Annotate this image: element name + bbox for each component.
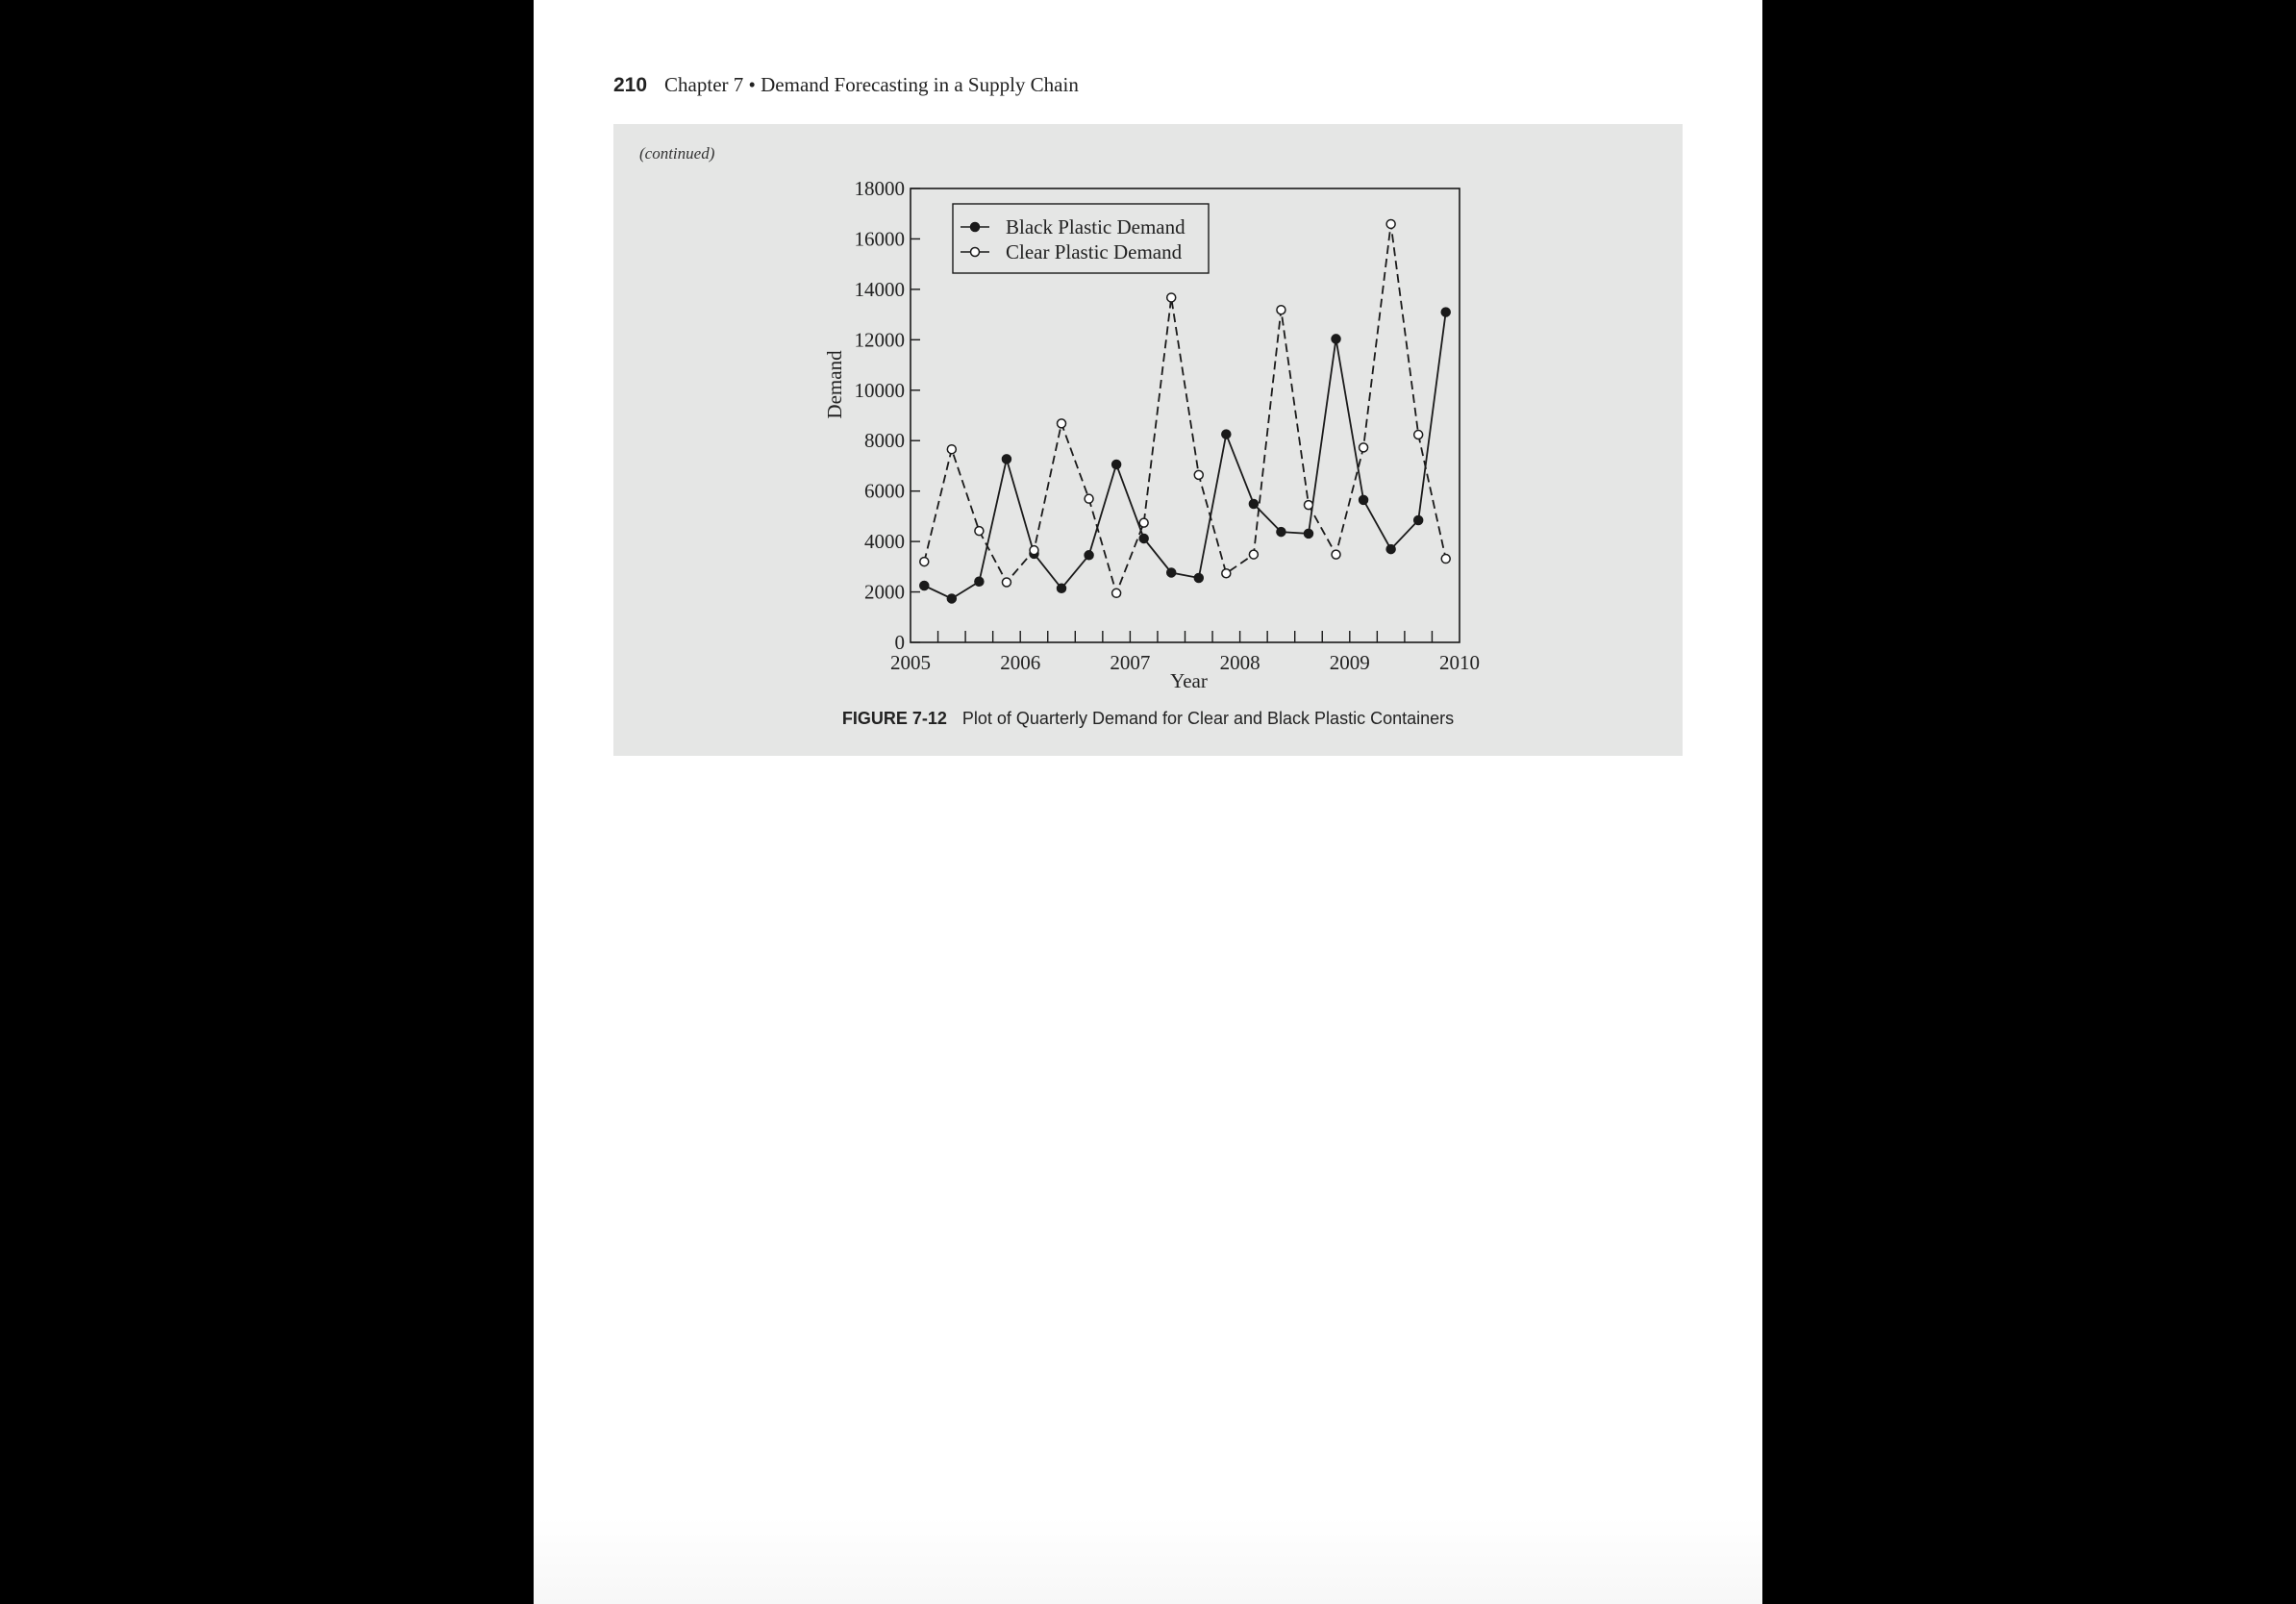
textbook-page — [534, 0, 1762, 1604]
y-tick-label: 4000 — [864, 530, 905, 554]
legend-label: Black Plastic Demand — [1006, 215, 1185, 238]
x-tick-label: 2008 — [1219, 651, 1260, 674]
black-plastic-point — [1139, 534, 1148, 542]
clear-plastic-point — [1139, 518, 1148, 527]
black-plastic-point — [1304, 529, 1312, 538]
clear-plastic-point — [1058, 419, 1066, 428]
black-plastic-point — [1360, 495, 1368, 504]
clear-plastic-point — [1360, 443, 1368, 452]
black-plastic-point — [1167, 568, 1176, 577]
black-plastic-point — [1058, 584, 1066, 592]
clear-plastic-point — [1304, 501, 1312, 510]
continued-label: (continued) — [639, 144, 715, 163]
black-plastic-point — [1386, 545, 1395, 554]
black-plastic-point — [947, 594, 956, 603]
y-tick-label: 10000 — [854, 378, 905, 402]
y-tick-label: 18000 — [854, 177, 905, 200]
clear-plastic-point — [920, 558, 929, 566]
clear-plastic-line — [924, 224, 1445, 593]
clear-plastic-point — [1030, 546, 1038, 555]
black-plastic-point — [1112, 460, 1121, 468]
clear-plastic-point — [1277, 306, 1285, 314]
black-plastic-point — [1222, 430, 1231, 439]
y-axis-title: Demand — [823, 350, 846, 419]
y-tick-label: 6000 — [864, 479, 905, 503]
figure-number: FIGURE 7-12 — [841, 709, 947, 728]
black-plastic-point — [1194, 573, 1203, 582]
clear-plastic-point — [1249, 550, 1258, 559]
black-plastic-point — [1277, 528, 1285, 537]
legend-label: Clear Plastic Demand — [1006, 240, 1183, 263]
demand-line-chart — [613, 124, 1683, 701]
black-plastic-point — [1002, 455, 1011, 464]
page-number: 210 — [613, 74, 648, 96]
legend-marker — [971, 248, 980, 257]
black-plastic-point — [1249, 500, 1258, 509]
page-header — [613, 73, 1079, 97]
x-tick-label: 2007 — [1110, 651, 1151, 674]
x-tick-label: 2006 — [1000, 651, 1041, 674]
black-plastic-point — [920, 582, 929, 590]
black-plastic-point — [1332, 335, 1340, 343]
black-plastic-line — [924, 313, 1445, 599]
clear-plastic-point — [1414, 431, 1423, 439]
plot-frame — [911, 188, 1460, 642]
black-plastic-point — [1085, 551, 1093, 560]
x-tick-label: 2010 — [1439, 651, 1480, 674]
figure-panel — [613, 124, 1683, 756]
clear-plastic-point — [1332, 550, 1340, 559]
y-tick-label: 14000 — [854, 277, 905, 301]
x-axis-title: Year — [1170, 669, 1208, 692]
clear-plastic-point — [1167, 293, 1176, 302]
x-tick-label: 2005 — [890, 651, 931, 674]
legend-marker — [971, 223, 980, 232]
clear-plastic-point — [1194, 470, 1203, 479]
y-tick-label: 2000 — [864, 580, 905, 604]
y-tick-label: 8000 — [864, 429, 905, 453]
running-title: Chapter 7 • Demand Forecasting in a Supply Chain — [664, 73, 1079, 96]
clear-plastic-point — [1386, 219, 1395, 228]
clear-plastic-point — [1002, 578, 1011, 587]
figure-caption — [613, 709, 1683, 729]
black-plastic-point — [1441, 308, 1450, 316]
page-bottom-shade — [534, 1517, 1762, 1604]
clear-plastic-point — [1441, 555, 1450, 564]
y-tick-label: 16000 — [854, 227, 905, 251]
figure-caption-text: Plot of Quarterly Demand for Clear and Black Plastic Containers — [961, 709, 1455, 728]
clear-plastic-point — [947, 445, 956, 454]
clear-plastic-point — [1085, 494, 1093, 503]
y-tick-label: 12000 — [854, 328, 905, 352]
clear-plastic-point — [1112, 589, 1121, 597]
clear-plastic-point — [1222, 569, 1231, 578]
black-plastic-point — [1414, 516, 1423, 525]
x-tick-label: 2009 — [1329, 651, 1370, 674]
clear-plastic-point — [975, 527, 984, 536]
y-tick-label: 0 — [894, 631, 905, 654]
black-plastic-point — [975, 577, 984, 586]
